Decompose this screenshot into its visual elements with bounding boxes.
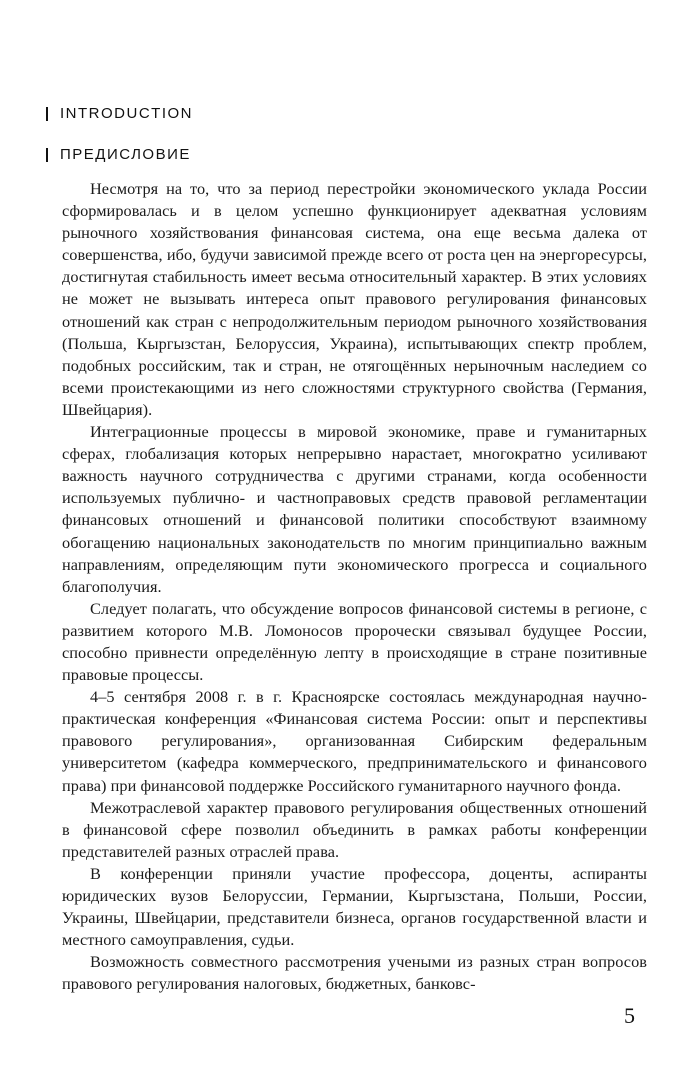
body-text [62,178,647,995]
heading-introduction-text: INTRODUCTION [60,105,193,122]
paragraph-4: 4–5 сентября 2008 г. в г. Красноярске состоялась международная научно-практическая конференция «Финансовая система России: опыт и перспективы правового регулирования», организованная Сибирским федеральным университетом (кафедра коммерческого, предпринимательского и финансового права) при финансовой поддержке Российского гуманитарного научного фонда. [62,687,647,795]
paragraph-3: Следует полагать, что обсуждение вопросов финансовой системы в регионе, с развитием которого М.В. Ломоносов пророчески связывал будущее России, способно привнести определённую лепту в происходящие в стране позитивные правовые процессы. [62,598,647,685]
paragraph-7: Возможность совместного рассмотрения учеными из разных стран вопросов правового регулирования налоговых, бюджетных, банковс- [62,952,647,994]
page-number: 5 [624,1003,635,1028]
paragraph-6: В конференции приняли участие профессора, доценты, аспиранты юридических вузов Белоруссии, Германии, Кыргызстана, Польши, России, Украины, Швейцарии, представители бизнеса, органов государственной власти и местного самоуправления, судьи. [62,863,647,950]
heading-bar [46,107,48,121]
heading-introduction [46,105,193,122]
heading-predislovie-text: ПРЕДИСЛОВИЕ [60,146,191,163]
heading-bar [46,148,48,162]
paragraph-5: Межотраслевой характер правового регулирования общественных отношений в финансовой сфере позволил объединить в рамках работы конференции представителей разных отраслей права. [62,797,647,861]
heading-predislovie [46,146,191,163]
paragraph-1: Несмотря на то, что за период перестройки экономического уклада России сформировалась и в целом успешно функционирует адекватная условиям рыночного хозяйствования финансовая система, она еще весьма далека от совершенства, ибо, будучи зависимой прежде всего от роста цен на энергоресурсы, достигнутая стабильность имеет весьма относительный характер. В этих условиях не может не вызывать интереса опыт правового регулирования финансовых отношений как стран с непродолжительным периодом рыночного хозяйствования (Польша, Кыргызстан, Белоруссия, Украина), испытывающих спектр проблем, подобных российским, так и стран, не отягощённых нерыночным наследием со всеми проистекающими из него сложностями структурного свойства (Германия, Швейцария). [62,179,647,419]
paragraph-2: Интеграционные процессы в мировой экономике, праве и гуманитарных сферах, глобализация которых непрерывно нарастает, многократно усиливают важность научного сотрудничества с другими странами, когда особенности используемых публично- и частноправовых средств правовой регламентации финансовых отношений и финансовой политики способствуют взаимному обогащению национальных законодательств по многим принципиально важным направлениям, определяющим пути экономического прогресса и социального благополучия. [62,422,647,596]
